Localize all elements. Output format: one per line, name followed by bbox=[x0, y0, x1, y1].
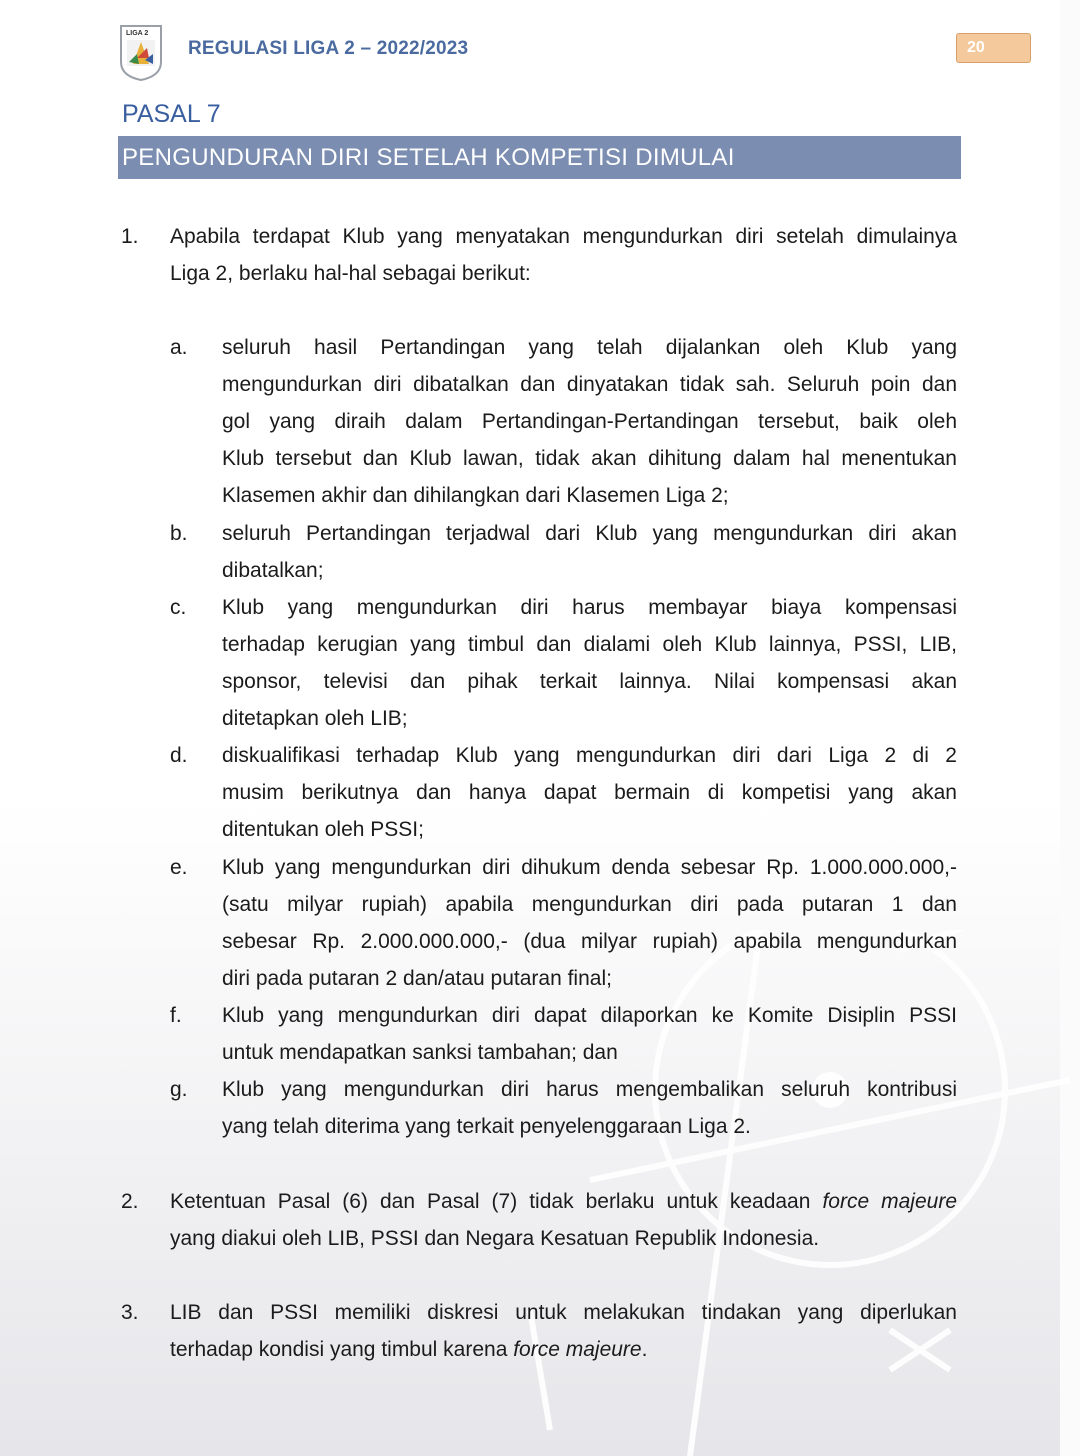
pasal-title-bar bbox=[118, 136, 961, 179]
logo-text: LIGA 2 bbox=[126, 30, 149, 37]
item-2-line-2: yang diakui oleh LIB, PSSI dan Negara Kesatuan Republik Indonesia. bbox=[170, 1227, 820, 1250]
document-title: REGULASI LIGA 2 – 2022/2023 bbox=[188, 38, 469, 59]
subitem-b-line: seluruh Pertandingan terjadwal dari Klub yang mengundurkan diri akan bbox=[222, 522, 957, 545]
item-3-text: terhadap kondisi yang timbul karena bbox=[170, 1338, 508, 1361]
subitem-g-line: Klub yang mengundurkan diri harus mengembalikan seluruh kontribusi bbox=[222, 1078, 957, 1101]
item-3-end: . bbox=[641, 1338, 648, 1361]
item-3-line-2 bbox=[170, 1331, 957, 1368]
subitem-c-line: ditetapkan oleh LIB; bbox=[222, 707, 408, 730]
subitem-letter: e. bbox=[170, 856, 188, 879]
item-2-line-1 bbox=[170, 1183, 957, 1220]
subitem-f-line: untuk mendapatkan sanksi tambahan; dan bbox=[222, 1041, 618, 1064]
subitem-letter: g. bbox=[170, 1078, 188, 1101]
subitem-d-line: musim berikutnya dan hanya dapat bermain di kompetisi yang akan bbox=[222, 781, 957, 804]
subitem-e-line: Klub yang mengundurkan diri dihukum denda sebesar Rp. 1.000.000.000,- bbox=[222, 856, 957, 879]
item-3-line-1: LIB dan PSSI memiliki diskresi untuk melakukan tindakan yang diperlukan bbox=[170, 1301, 957, 1324]
subitem-d-line: ditentukan oleh PSSI; bbox=[222, 818, 424, 841]
page-number-badge bbox=[956, 33, 1031, 63]
subitem-e-line: sebesar Rp. 2.000.000.000,- (dua milyar rupiah) apabila mengundurkan bbox=[222, 930, 957, 953]
item-2-italic: force majeure bbox=[822, 1190, 957, 1213]
subitem-a-line: Klub tersebut dan Klub lawan, tidak akan dihitung dalam hal menentukan bbox=[222, 447, 957, 470]
subitem-e-line: (satu milyar rupiah) apabila mengundurkan diri pada putaran 1 dan bbox=[222, 893, 957, 916]
subitem-a-line: gol yang diraih dalam Pertandingan-Pertandingan tersebut, baik oleh bbox=[222, 410, 957, 433]
subitem-a-line: seluruh hasil Pertandingan yang telah dijalankan oleh Klub yang bbox=[222, 336, 957, 359]
subitem-letter: c. bbox=[170, 596, 187, 619]
subitem-e-line: diri pada putaran 2 dan/atau putaran final; bbox=[222, 967, 612, 990]
page-number: 20 bbox=[967, 39, 985, 56]
item-1-line-2: Liga 2, berlaku hal-hal sebagai berikut: bbox=[170, 262, 531, 285]
subitem-c-line: sponsor, televisi dan pihak terkait lainnya. Nilai kompensasi akan bbox=[222, 670, 957, 693]
pasal-title: PENGUNDURAN DIRI SETELAH KOMPETISI DIMULAI bbox=[122, 144, 735, 171]
subitem-a-line: mengundurkan diri dibatalkan dan dinyatakan tidak sah. Seluruh poin dan bbox=[222, 373, 957, 396]
subitem-a-line: Klasemen akhir dan dihilangkan dari Klasemen Liga 2; bbox=[222, 484, 729, 507]
subitem-letter: d. bbox=[170, 744, 188, 767]
item-number: 2. bbox=[121, 1190, 139, 1213]
subitem-c-line: terhadap kerugian yang timbul dan dialami oleh Klub lainnya, PSSI, LIB, bbox=[222, 633, 957, 656]
item-2-text: Ketentuan Pasal (6) dan Pasal (7) tidak berlaku untuk keadaan bbox=[170, 1190, 811, 1213]
subitem-f-line: Klub yang mengundurkan diri dapat dilaporkan ke Komite Disiplin PSSI bbox=[222, 1004, 957, 1027]
pasal-label: PASAL 7 bbox=[122, 100, 221, 128]
item-1-line-1: Apabila terdapat Klub yang menyatakan mengundurkan diri setelah dimulainya bbox=[170, 225, 957, 248]
item-number: 3. bbox=[121, 1301, 139, 1324]
subitem-letter: a. bbox=[170, 336, 188, 359]
item-number: 1. bbox=[121, 225, 139, 248]
subitem-b-line: dibatalkan; bbox=[222, 559, 324, 582]
subitem-g-line: yang telah diterima yang terkait penyelenggaraan Liga 2. bbox=[222, 1115, 751, 1138]
subitem-letter: f. bbox=[170, 1004, 182, 1027]
subitem-d-line: diskualifikasi terhadap Klub yang mengundurkan diri dari Liga 2 di 2 bbox=[222, 744, 957, 767]
subitem-letter: b. bbox=[170, 522, 188, 545]
item-3-italic: force majeure bbox=[513, 1338, 642, 1361]
subitem-c-line: Klub yang mengundurkan diri harus membayar biaya kompensasi bbox=[222, 596, 957, 619]
